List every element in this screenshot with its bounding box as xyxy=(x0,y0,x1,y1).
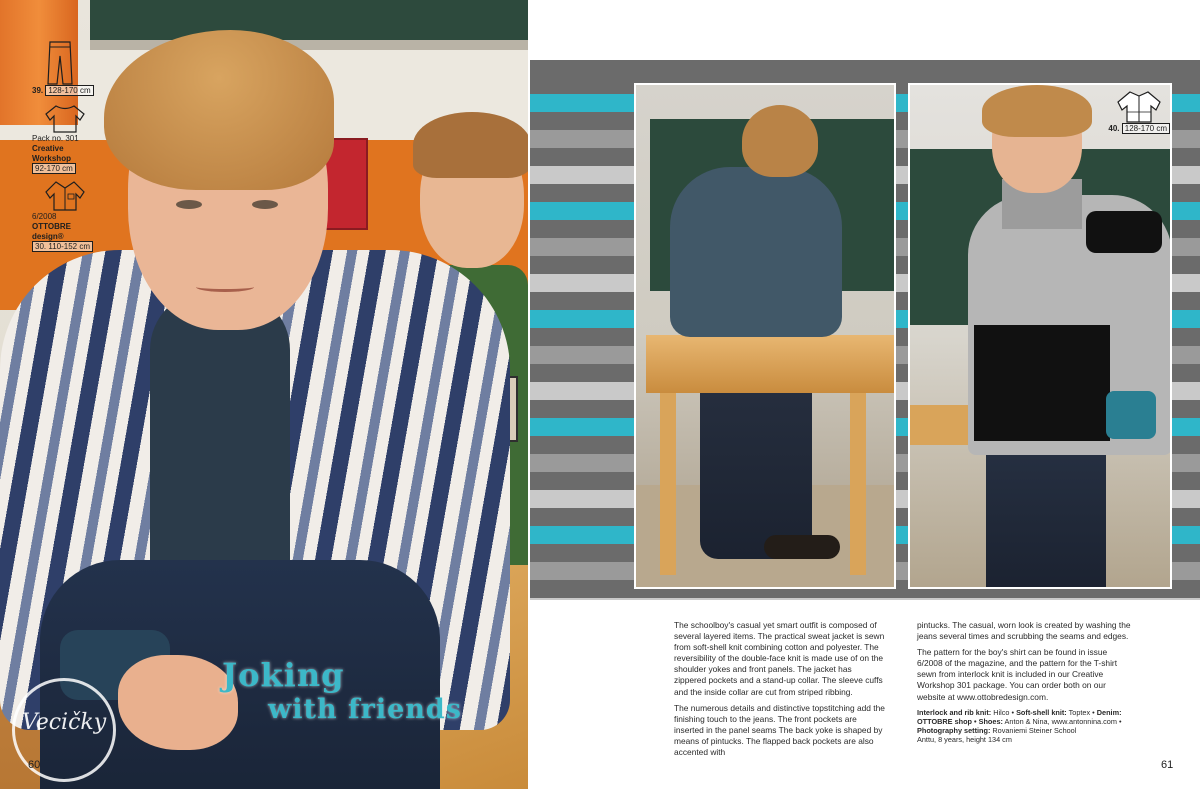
chalkboard xyxy=(90,0,528,40)
photo-back-view xyxy=(634,83,896,589)
main-boy-hand xyxy=(118,655,238,750)
photo1-desk-leg xyxy=(850,385,866,575)
main-boy-eye-right xyxy=(252,200,278,209)
pattern-label xyxy=(32,86,98,96)
photo1-head xyxy=(742,105,818,177)
credit-value: Anton & Nina, www.antonnina.com • xyxy=(1002,716,1122,726)
spread-title-line2: with friends xyxy=(268,694,462,725)
pattern-size: 128-170 cm xyxy=(45,85,93,96)
pattern-number: 39. xyxy=(32,86,44,95)
left-page-photo xyxy=(0,0,528,789)
photo2-jacket-cuff xyxy=(1106,391,1156,439)
photo-front-view xyxy=(908,83,1172,589)
materials-credits xyxy=(917,708,1135,745)
pattern-number: 40. xyxy=(1108,124,1120,133)
spread-title-line1: Joking xyxy=(222,656,345,694)
model-info: Anttu, 8 years, height 134 cm xyxy=(917,735,1012,745)
trousers-icon xyxy=(44,40,76,86)
credit-key: Interlock and rib knit: xyxy=(917,707,992,717)
pattern-size: 30. 110-152 cm xyxy=(32,241,93,252)
credit-key: Shoes: xyxy=(978,716,1003,726)
main-boy-tshirt xyxy=(150,290,290,590)
body-paragraph: The schoolboy's casual yet smart outfit is composed of several layered items. The practical sweat jacket is sewn from soft-shell knit combining cotton and polyester. The reversibility of the double-face knit is made use of on the shoulder yokes and front panels. The jacket has zippered pockets and a stand-up collar. The sleeve cuffs and the inside collar are cut from striped ribbing. xyxy=(674,620,885,697)
credit-value: Toptex • xyxy=(1066,707,1097,717)
vecicky-logo: Vecičky xyxy=(21,710,107,735)
body-paragraph: The pattern for the boy's shirt can be found in issue 6/2008 of the magazine, and the pattern for the T-shirt sewn from interlock knit is included in our Creative Workshop 301 package. You can order both on our website at www.ottobredesign.com. xyxy=(917,647,1118,702)
pattern-pack-label: Pack no. 301 xyxy=(32,134,79,143)
pattern-icon-jacket xyxy=(1106,90,1170,134)
credit-key: Denim: xyxy=(1096,707,1122,717)
credit-value: Hilco • xyxy=(991,707,1017,717)
credit-key: Photography setting: xyxy=(917,726,991,736)
body-paragraph: The numerous details and distinctive topstitching add the finishing touch to the jeans. The front pockets are inserted in the panel seams The back yoke is shaped by means of pintucks. The flapped back pockets are also accented with xyxy=(674,702,885,758)
tshirt-icon xyxy=(44,104,86,134)
photo2-jeans xyxy=(986,445,1106,589)
pattern-label xyxy=(1106,124,1170,134)
photo1-jacket xyxy=(670,167,842,337)
pattern-size: 128-170 cm xyxy=(1122,123,1170,134)
second-boy-hair xyxy=(413,112,528,178)
photo2-jacket-yoke xyxy=(1086,211,1162,253)
pattern-size: 92-170 cm xyxy=(32,163,76,174)
shirt-icon xyxy=(44,180,86,212)
background-stripe xyxy=(530,598,1200,600)
pattern-source-label: OTTOBRE design® xyxy=(32,222,71,241)
photo1-shoe xyxy=(764,535,840,559)
main-boy-eye-left xyxy=(176,200,202,209)
credit-key: Soft-shell knit: xyxy=(1016,707,1067,717)
credit-key: OTTOBRE shop • xyxy=(917,716,979,726)
photo2-jacket-black-panel xyxy=(974,325,1110,441)
photo1-desk xyxy=(646,335,896,393)
pattern-issue-label: 6/2008 xyxy=(32,212,57,221)
pattern-icon-trousers xyxy=(32,40,98,96)
photo1-desk-leg xyxy=(660,385,676,575)
jacket-icon xyxy=(1116,90,1162,124)
main-boy-mouth xyxy=(196,282,254,292)
body-text-column-2 xyxy=(917,620,1135,749)
pattern-source-label: Creative Workshop xyxy=(32,144,71,163)
pattern-icon-shirt xyxy=(32,180,98,252)
body-text-column-1 xyxy=(674,620,886,763)
photo2-hair xyxy=(982,85,1092,137)
body-paragraph: pintucks. The casual, worn look is created by washing the jeans several times and scrubbing the seams and edges. xyxy=(917,620,1131,642)
page-number-left: 60 xyxy=(28,759,41,771)
pattern-icon-tshirt xyxy=(32,104,98,174)
page-number-right: 61 xyxy=(1161,759,1174,771)
credit-value: Rovaniemi Steiner School xyxy=(990,726,1077,736)
